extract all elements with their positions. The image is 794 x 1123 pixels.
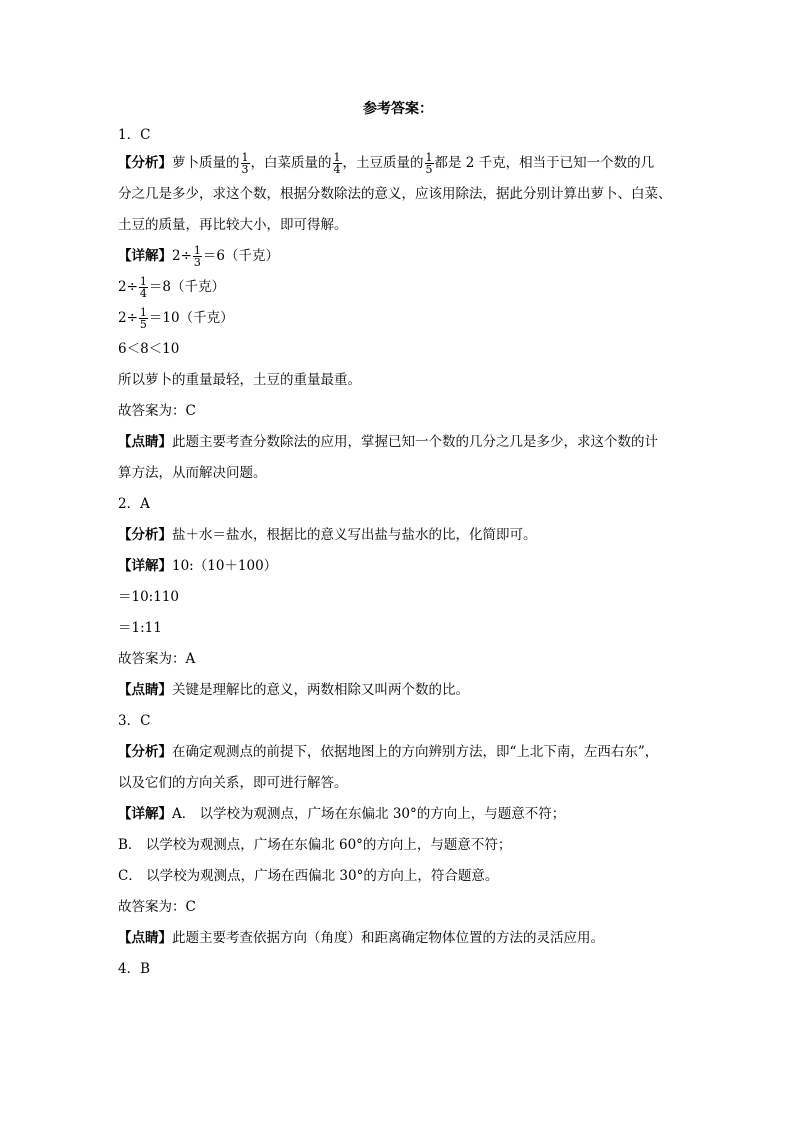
q1-detail-line-5: 所以萝卜的重量最轻，土豆的重量最重。	[118, 372, 361, 388]
q2-answer: 故答案为：A	[118, 651, 196, 667]
q3-answer: 故答案为：C	[118, 899, 196, 915]
q3-detail-line-1: 【详解】A． 以学校为观测点，广场在东偏北 30°的方向上，与题意不符；	[118, 806, 566, 822]
detail-tag: 【详解】	[118, 806, 172, 822]
q1-tip-line-2: 算方法，从而解决问题。	[118, 465, 267, 481]
tip-tag: 【点睛】	[118, 434, 172, 450]
q3-detail-line-3: C． 以学校为观测点，广场在西偏北 30°的方向上，符合题意。	[118, 868, 499, 884]
q1-analysis-line-3: 土豆的质量，再比较大小，即可得解。	[118, 217, 348, 233]
analysis-tag: 【分析】	[118, 155, 172, 171]
q3-analysis-line-2: 以及它们的方向关系，即可进行解答。	[118, 775, 348, 791]
detail-tag: 【详解】	[118, 558, 172, 574]
q2-detail-line-1: 【详解】10:（10＋100）	[118, 558, 278, 574]
q2-tip-line-1: 【点睛】关键是理解比的意义，两数相除又叫两个数的比。	[118, 682, 469, 698]
q2-detail-line-2: ＝10:110	[118, 589, 179, 605]
q1-tip-line-1: 【点睛】此题主要考查分数除法的应用，掌握已知一个数的几分之几是多少，求这个数的计	[118, 434, 658, 450]
q3-number: 3．C	[118, 713, 151, 729]
q3-analysis-line-1: 【分析】在确定观测点的前提下，依据地图上的方向辨别方法，即“上北下南，左西右东”，	[118, 744, 659, 760]
fraction: $\frac{1}{3}$	[241, 151, 249, 176]
fraction: $\frac{1}{5}$	[139, 306, 147, 331]
page-title: 参考答案：	[363, 101, 433, 117]
analysis-tag: 【分析】	[118, 527, 172, 543]
detail-tag: 【详解】	[118, 248, 172, 264]
q1-detail-line-1: 【详解】2÷ $\frac{1}{3}$ ＝6（千克）	[118, 244, 279, 269]
q3-tip-line-1: 【点睛】此题主要考查依据方向（角度）和距离确定物体位置的方法的灵活应用。	[118, 930, 604, 946]
tip-tag: 【点睛】	[118, 682, 172, 698]
fraction: $\frac{1}{5}$	[425, 151, 433, 176]
analysis-tag: 【分析】	[118, 744, 172, 760]
q1-detail-line-4: 6＜8＜10	[118, 341, 180, 357]
q1-analysis-line-1: 【分析】萝卜质量的 $\frac{1}{3}$ ，白菜质量的 $\frac{1}{4}$ ，土豆质量的 $\frac{1}{5}$ 都是 2 千克，相当于已知一个数的几	[118, 151, 655, 176]
q1-number: 1．C	[118, 127, 151, 143]
q2-number: 2．A	[118, 496, 150, 512]
q3-detail-line-2: B． 以学校为观测点，广场在东偏北 60°的方向上，与题意不符；	[118, 837, 512, 853]
q1-detail-line-2: 2÷ $\frac{1}{4}$ ＝8（千克）	[118, 275, 225, 300]
q1-detail-line-3: 2÷ $\frac{1}{5}$ ＝10（千克）	[118, 306, 234, 331]
fraction: $\frac{1}{4}$	[139, 275, 147, 300]
q4-number: 4．B	[118, 961, 151, 977]
q2-detail-line-3: ＝1:11	[118, 620, 162, 636]
q1-answer: 故答案为：C	[118, 403, 196, 419]
answer-document	[118, 96, 678, 985]
tip-tag: 【点睛】	[118, 930, 172, 946]
q2-analysis-line-1: 【分析】盐＋水＝盐水，根据比的意义写出盐与盐水的比，化简即可。	[118, 527, 537, 543]
q1-analysis-line-2: 分之几是多少，求这个数，根据分数除法的意义，应该用除法，据此分别计算出萝卜、白菜、	[118, 186, 672, 202]
fraction: $\frac{1}{4}$	[333, 151, 341, 176]
fraction: $\frac{1}{3}$	[193, 244, 201, 269]
